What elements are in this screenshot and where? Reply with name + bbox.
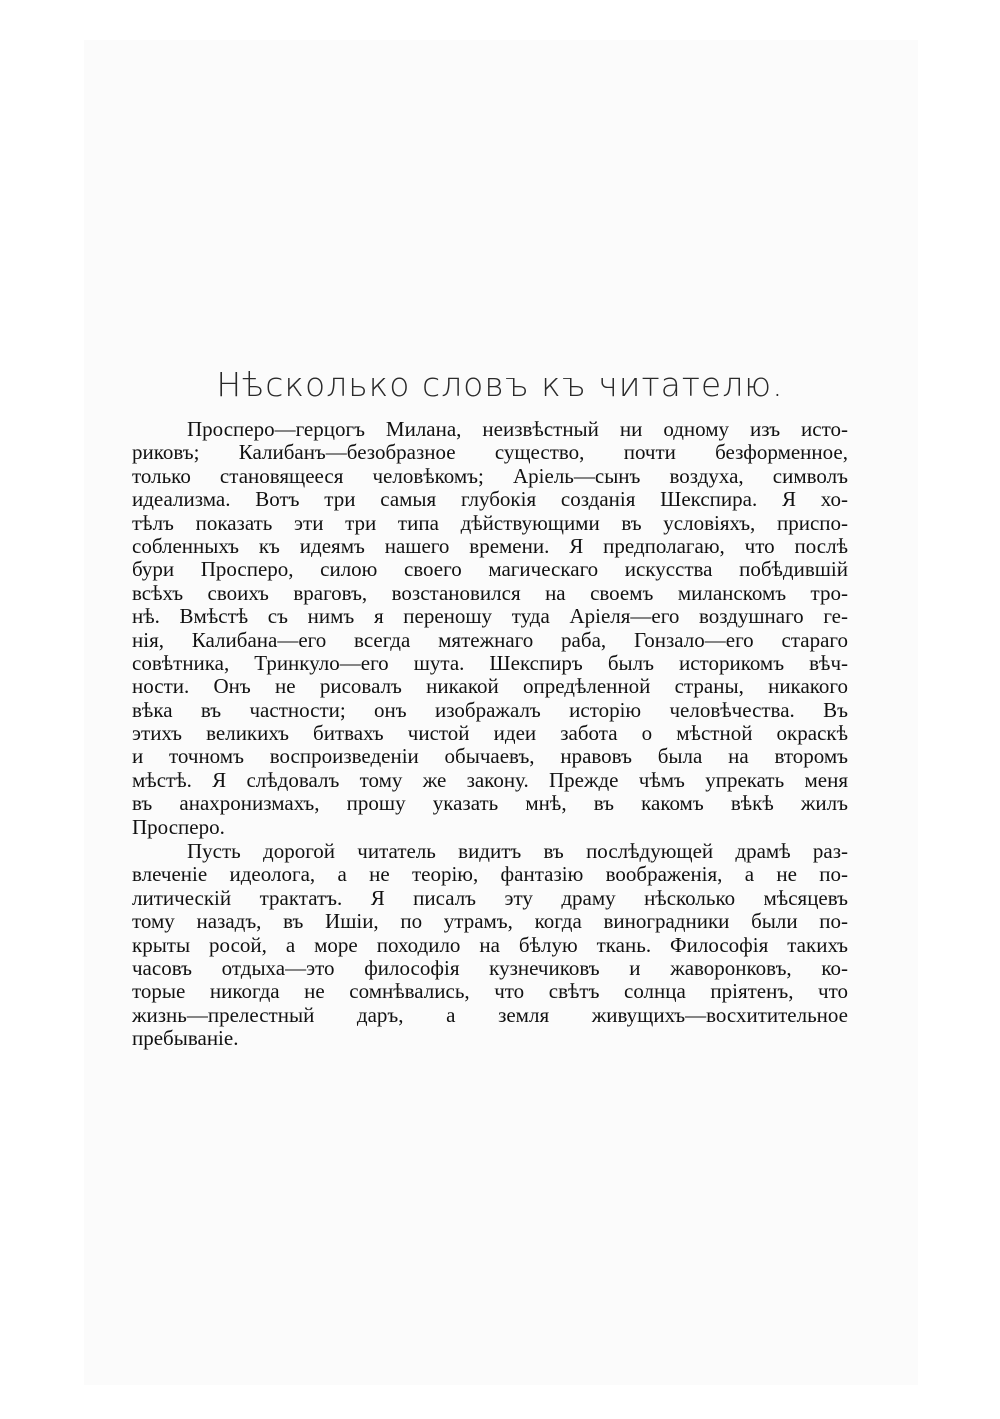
text-line: вѣка въ частности; онъ изображалъ исторію человѣчества. Въ (132, 697, 848, 722)
text-line: тому назадъ, въ Ишіи, по утрамъ, когда виноградники были по- (132, 909, 848, 934)
body-text (132, 418, 848, 1052)
text-line: нѣ. Вмѣстѣ съ нимъ я переношу туда Аріеля—его воздушнаго ге- (132, 604, 848, 629)
text-line: риковъ; Калибанъ—безобразное существо, почти безформенное, (132, 440, 848, 465)
text-line: ности. Онъ не рисовалъ никакой опредѣленной страны, никакого (132, 674, 848, 699)
text-line: въ анахронизмахъ, прошу указать мнѣ, въ какомъ вѣкѣ жилъ (132, 791, 848, 816)
text-line: совѣтника, Тринкуло—его шута. Шекспиръ былъ историкомъ вѣч- (132, 650, 848, 675)
text-line: крыты росой, а море походило на бѣлую ткань. Философія такихъ (132, 932, 848, 957)
text-line: идеализма. Вотъ три самыя глубокія созданія Шекспира. Я хо- (132, 487, 848, 512)
text-line: литическій трактатъ. Я писалъ эту драму нѣсколько мѣсяцевъ (132, 885, 848, 910)
text-line: Пусть дорогой читатель видитъ въ послѣдующей драмѣ раз- (187, 839, 848, 864)
text-line: и точномъ воспроизведеніи обычаевъ, нравовъ была на второмъ (132, 744, 848, 769)
page-title: Нѣсколько словъ къ читателю. (216, 365, 784, 404)
text-line: Просперо. (132, 814, 225, 839)
text-line: бури Просперо, силою своего магическаго искусства побѣдившій (132, 557, 848, 582)
text-line: торые никогда не сомнѣвались, что свѣтъ солнца пріятенъ, что (132, 979, 848, 1004)
text-line: пребываніе. (132, 1026, 239, 1051)
text-line: часовъ отдыха—это философія кузнечиковъ и жаворонковъ, ко- (132, 955, 848, 980)
text-line: жизнь—прелестный даръ, а земля живущихъ—восхитительное (132, 1002, 848, 1027)
text-line: всѣхъ своихъ враговъ, возстановился на своемъ миланскомъ тро- (132, 580, 848, 605)
text-line: мѣстѣ. Я слѣдовалъ тому же закону. Прежде чѣмъ упрекать меня (132, 767, 848, 792)
text-line: этихъ великихъ битвахъ чистой идеи забота о мѣстной окраскѣ (132, 721, 848, 746)
paragraph-1 (132, 418, 848, 839)
text-line: тѣлъ показать эти три типа дѣйствующими въ условіяхъ, приспо- (132, 510, 848, 535)
text-line: только становящееся человѣкомъ; Аріель—сынъ воздуха, символъ (132, 463, 848, 488)
text-line: нія, Калибана—его всегда мятежнаго раба, Гонзало—его стараго (132, 627, 848, 652)
text-line: Просперо—герцогъ Милана, неизвѣстный ни одному изъ исто- (187, 417, 848, 441)
text-line: влеченіе идеолога, а не теорію, фантазію воображенія, а не по- (132, 862, 848, 887)
text-line: собленныхъ къ идеямъ нашего времени. Я предполагаю, что послѣ (132, 533, 848, 558)
paragraph-2 (132, 840, 848, 1051)
